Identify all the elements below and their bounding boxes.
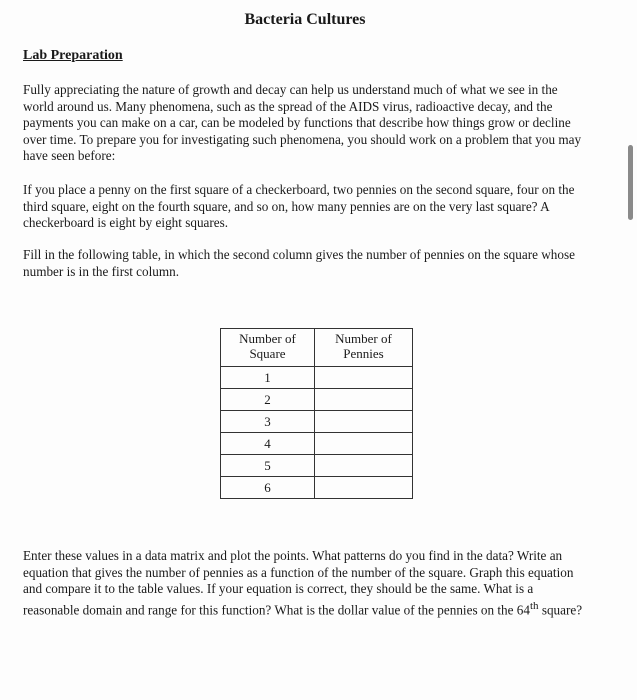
pennies-cell[interactable] <box>315 477 413 499</box>
square-number-cell: 1 <box>221 367 315 389</box>
penny-problem-paragraph: If you place a penny on the first square of a checkerboard, two pennies on the second square, four on the third square, eight on the fourth square, and so on, how many pennies are on the very last square? A checkerboard is eight by eight squares. <box>23 182 575 231</box>
analysis-text-end: square? <box>538 602 583 618</box>
square-number-cell: 6 <box>221 477 315 499</box>
pennies-cell[interactable] <box>315 455 413 477</box>
pennies-cell[interactable] <box>315 411 413 433</box>
section-heading: Lab Preparation <box>23 48 123 63</box>
header-number-of-square: Number of Square <box>221 329 315 367</box>
header-number-of-pennies: Number of Pennies <box>315 329 413 367</box>
square-number-cell: 5 <box>221 455 315 477</box>
table-row <box>221 455 413 477</box>
analysis-paragraph <box>23 548 588 619</box>
table-row <box>221 389 413 411</box>
table-row <box>221 367 413 389</box>
table-row <box>221 411 413 433</box>
square-number-cell: 3 <box>221 411 315 433</box>
pennies-cell[interactable] <box>315 389 413 411</box>
table-instructions-paragraph: Fill in the following table, in which the second column gives the number of pennies on the square whose number is in the first column. <box>23 247 575 279</box>
ordinal-superscript: th <box>529 599 539 612</box>
table-row <box>221 433 413 455</box>
pennies-cell[interactable] <box>315 367 413 389</box>
square-number-cell: 2 <box>221 389 315 411</box>
intro-paragraph: Fully appreciating the nature of growth and decay can help us understand much of what we see in the world around us. Many phenomena, such as the spread of the AIDS virus, radioactive decay, and the payments you can make on a car, can be modeled by functions that describe how things grow or decline over time. To prepare you for investigating such phenomena, you should work on a problem that you may have seen before: <box>23 82 582 164</box>
vertical-scrollbar-thumb[interactable] <box>628 145 633 220</box>
analysis-text: Enter these values in a data matrix and plot the points. What patterns do you find in the data? Write an equation that gives the number of pennies as a function of the number of the square. Graph this equation and compare it to the table values. If your equation is correct, they should be the same. What is a reasonable domain and range for this function? What is the dollar value of the pennies on the 64 <box>23 548 574 618</box>
pennies-table <box>220 328 413 499</box>
table-header-row <box>221 329 413 367</box>
document-title: Bacteria Cultures <box>244 11 366 28</box>
square-number-cell: 4 <box>221 433 315 455</box>
table-row <box>221 477 413 499</box>
pennies-cell[interactable] <box>315 433 413 455</box>
